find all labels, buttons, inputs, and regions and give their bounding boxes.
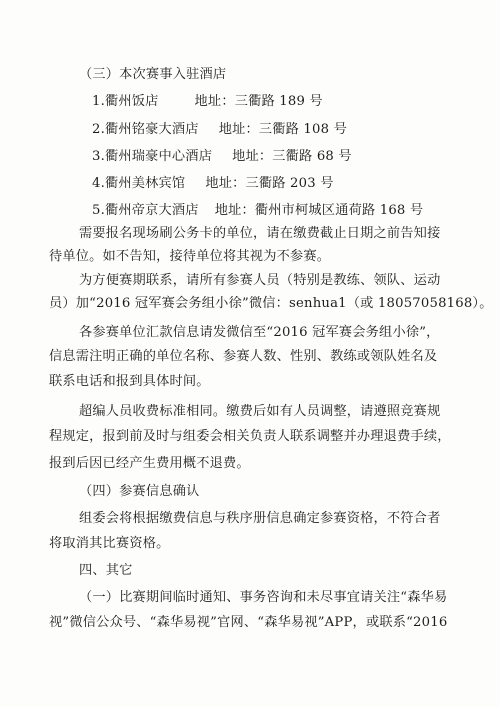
paragraph-line: 员）加“2016 冠军赛会务组小徐”微信：senhua1（或 18057058168）。 (49, 296, 493, 311)
paragraph-line: 信息需注明正确的单位名称、参赛人数、性别、教练或领队姓名及 (49, 349, 438, 364)
section4-heading: （四）参赛信息确认 (79, 484, 200, 499)
hotel-name: 4.衢州美林宾馆 (92, 176, 186, 191)
hotel-address-label: 地址： (194, 94, 235, 109)
paragraph-line: 报到后因已经产生费用概不退费。 (49, 456, 250, 471)
hotel-address-label: 地址： (205, 176, 246, 191)
paragraph-line: 超编人员收费标准相同。缴费后如有人员调整，请遵照竞赛规 (79, 404, 441, 419)
paragraph-line: 程规定，报到前及时与组委会相关负责人联系调整并办理退费手续， (49, 429, 451, 444)
paragraph-line: 各参赛单位汇款信息请发微信至“2016 冠军赛会务组小徐”， (79, 325, 440, 340)
hotel-item-5 (92, 202, 423, 220)
hotel-name: 1.衢州饭店 (92, 94, 159, 109)
paragraph-line: 组委会将根据缴费信息与秩序册信息确定参赛资格，不符合者 (79, 511, 441, 526)
hotel-address-label: 地址： (218, 122, 259, 137)
paragraph-line: 为方便赛期联系，请所有参赛人员（特别是教练、领队、运动 (79, 273, 441, 288)
part4-heading: 四、其它 (79, 563, 133, 578)
hotel-name: 5.衢州帝京大酒店 (92, 203, 199, 218)
paragraph-line: 视”微信公众号、“森华易视”官网、“森华易视”APP，或联系“2016 (49, 615, 448, 630)
hotel-address-label: 地址： (232, 149, 273, 164)
hotel-address: 三衢路 189 号 (234, 94, 323, 109)
hotel-name: 2.衢州铭豪大酒店 (92, 122, 199, 137)
hotel-item-4 (92, 175, 334, 193)
hotel-address: 三衢路 108 号 (258, 122, 347, 137)
paragraph-line: 将取消其比赛资格。 (49, 536, 170, 551)
paragraph-line: 待单位。如不告知，接待单位将其视为不参赛。 (49, 249, 331, 264)
paragraph-line: 联系电话和报到具体时间。 (49, 374, 210, 389)
hotel-item-2 (92, 121, 347, 139)
hotel-item-1 (92, 93, 323, 111)
section3-heading: （三）本次赛事入驻酒店 (79, 67, 227, 82)
hotel-name: 3.衢州瑞豪中心酒店 (92, 149, 213, 164)
hotel-item-3 (92, 148, 352, 166)
hotel-address: 三衢路 68 号 (272, 149, 352, 164)
hotel-address: 三衢路 203 号 (245, 176, 334, 191)
paragraph-line: 需要报名现场刷公务卡的单位，请在缴费截止日期之前告知接 (79, 226, 441, 241)
hotel-address-label: 地址： (214, 203, 255, 218)
paragraph-line: （一）比赛期间临时通知、事务咨询和未尽事宜请关注“森华易 (79, 590, 448, 605)
hotel-address: 衢州市柯城区通荷路 168 号 (254, 203, 424, 218)
